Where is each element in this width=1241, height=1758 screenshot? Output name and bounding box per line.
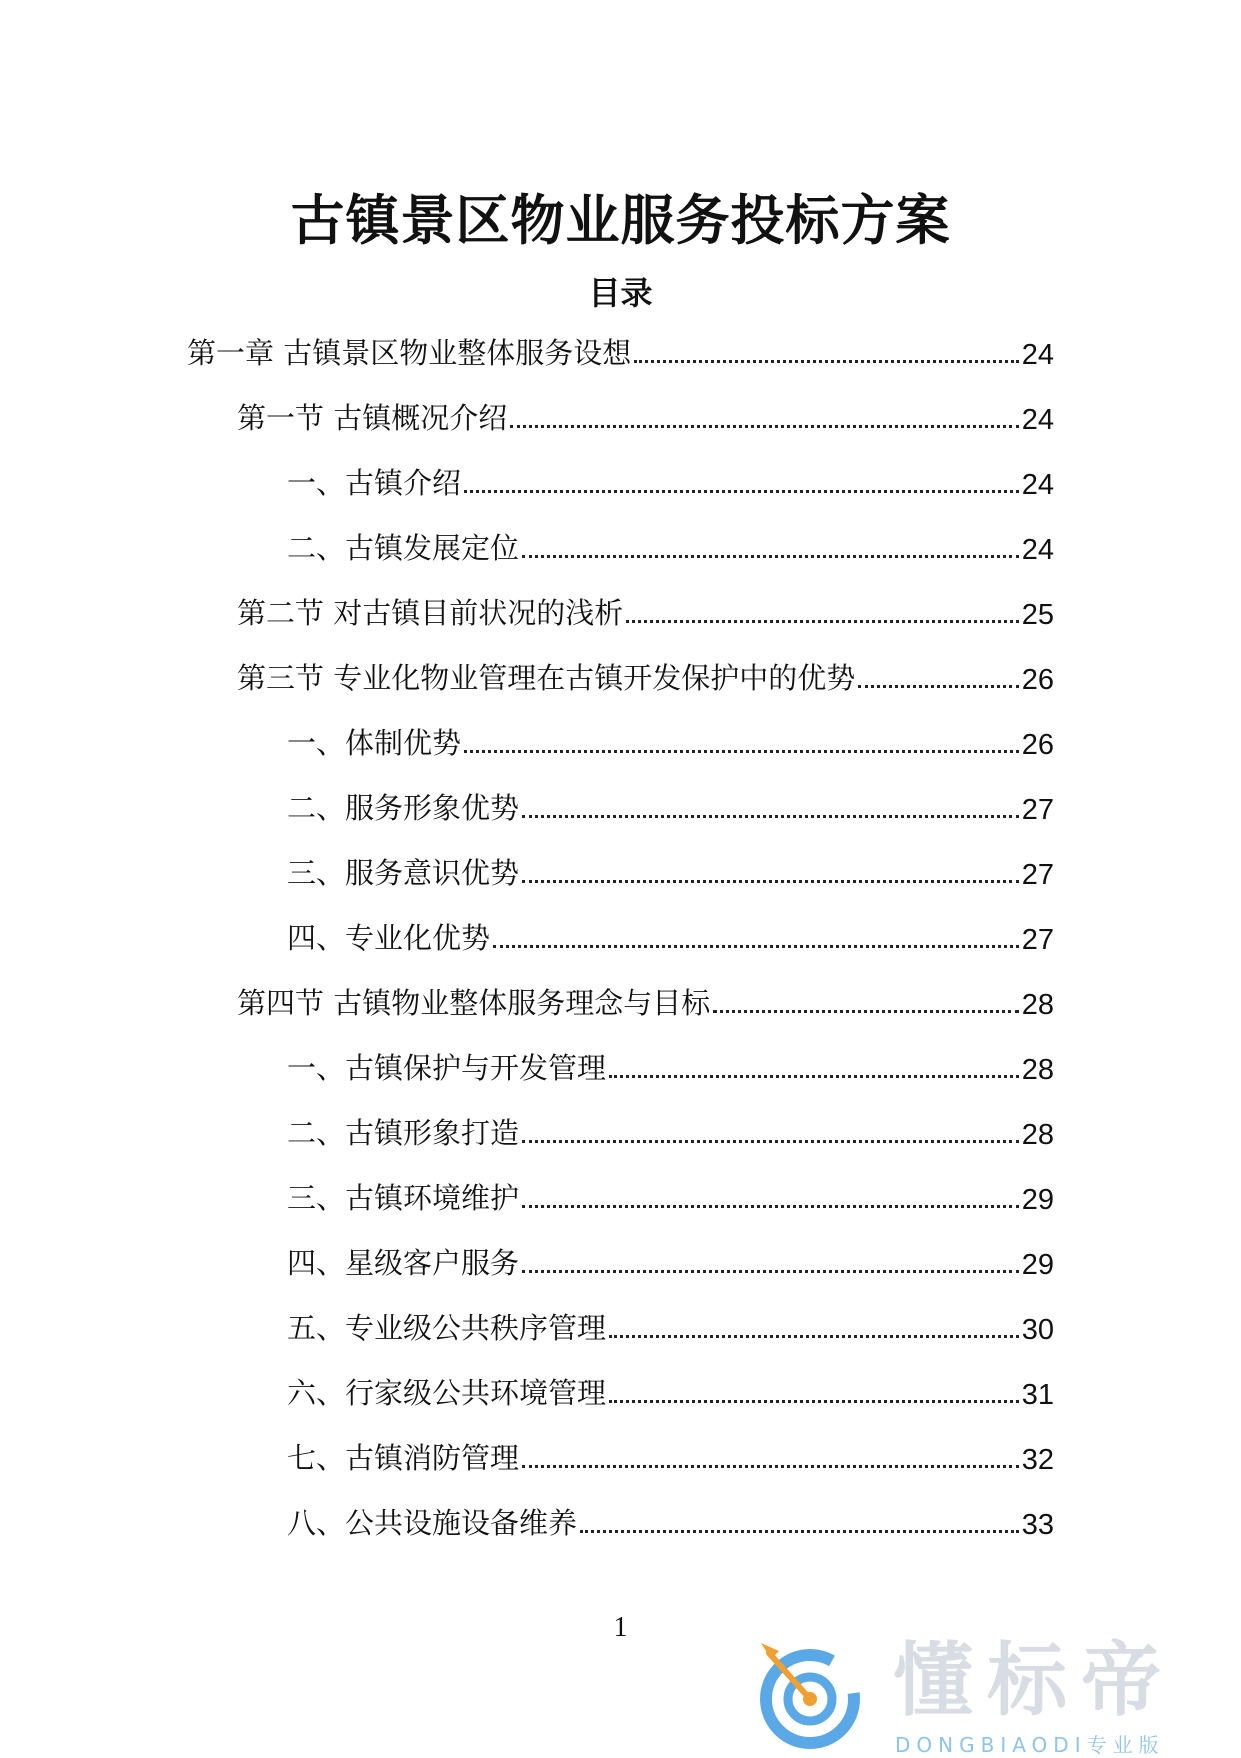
toc-dot-leader xyxy=(609,1335,1019,1338)
toc-entry[interactable] xyxy=(287,525,1054,567)
toc-entry[interactable] xyxy=(237,395,1054,437)
toc-entry-label: 三、古镇环境维护 xyxy=(287,1181,520,1215)
toc-entry-label: 七、古镇消防管理 xyxy=(287,1441,520,1475)
toc-dot-leader xyxy=(858,685,1019,688)
toc-dot-leader xyxy=(522,555,1019,558)
toc-entry-page: 29 xyxy=(1021,1184,1054,1216)
toc-entry-label: 一、古镇保护与开发管理 xyxy=(287,1051,607,1085)
toc-entry-page: 32 xyxy=(1021,1444,1054,1476)
toc-entry-page: 25 xyxy=(1021,599,1054,631)
toc-entry[interactable] xyxy=(287,1240,1054,1282)
toc-dot-leader xyxy=(522,815,1019,818)
toc-entry-label: 二、古镇发展定位 xyxy=(287,531,520,565)
toc-entry[interactable] xyxy=(287,1175,1054,1217)
toc-entry-page: 29 xyxy=(1021,1249,1054,1281)
toc-entry-label: 第三节 专业化物业管理在古镇开发保护中的优势 xyxy=(237,661,856,695)
toc-entry-label: 二、服务形象优势 xyxy=(287,791,520,825)
page-number: 1 xyxy=(613,1612,628,1643)
toc-dot-leader xyxy=(713,1010,1019,1013)
toc-entry-page: 24 xyxy=(1021,534,1054,566)
toc-entry-page: 31 xyxy=(1021,1379,1054,1411)
watermark xyxy=(745,1634,1215,1757)
toc-entry-label: 第一节 古镇概况介绍 xyxy=(237,401,508,435)
toc-entry-label: 二、古镇形象打造 xyxy=(287,1116,520,1150)
toc-dot-leader xyxy=(510,425,1019,428)
watermark-brand: 懂标帝 xyxy=(893,1634,1175,1727)
toc-dot-leader xyxy=(522,1270,1019,1273)
toc-entry[interactable] xyxy=(287,915,1054,957)
toc-entry[interactable] xyxy=(237,590,1054,632)
toc-entry[interactable] xyxy=(287,1435,1054,1477)
page-title: 古镇景区物业服务投标方案 xyxy=(290,189,951,252)
toc-dot-leader xyxy=(522,1465,1019,1468)
toc-entry[interactable] xyxy=(287,460,1054,502)
toc-dot-leader xyxy=(580,1530,1019,1533)
toc-entry[interactable] xyxy=(287,1305,1054,1347)
target-arrow-icon xyxy=(745,1637,875,1754)
toc-entry[interactable] xyxy=(287,720,1054,762)
toc-entry-label: 一、体制优势 xyxy=(287,726,462,760)
toc-dot-leader xyxy=(522,1205,1019,1208)
toc-entry-page: 24 xyxy=(1021,339,1054,371)
toc-entry-label: 第四节 古镇物业整体服务理念与目标 xyxy=(237,986,711,1020)
toc-entry[interactable] xyxy=(237,980,1054,1022)
toc-dot-leader xyxy=(493,945,1019,948)
toc-entry-page: 28 xyxy=(1021,1054,1054,1086)
toc-entry-label: 一、古镇介绍 xyxy=(287,466,462,500)
toc-entry-page: 28 xyxy=(1021,989,1054,1021)
toc-entry-label: 第一章 古镇景区物业整体服务设想 xyxy=(187,336,632,370)
toc-entry-page: 27 xyxy=(1021,859,1054,891)
watermark-subtitle: DONGBIAODI专业版 xyxy=(895,1733,1165,1757)
toc-entry-label: 第二节 对古镇目前状况的浅析 xyxy=(237,596,624,630)
toc-dot-leader xyxy=(464,750,1019,753)
toc-entry-page: 24 xyxy=(1021,469,1054,501)
toc-entry[interactable] xyxy=(187,330,1054,372)
toc-dot-leader xyxy=(522,1140,1019,1143)
toc-entry[interactable] xyxy=(287,785,1054,827)
toc-entry[interactable] xyxy=(287,1045,1054,1087)
toc-dot-leader xyxy=(609,1400,1019,1403)
toc-entry-page: 28 xyxy=(1021,1119,1054,1151)
toc-dot-leader xyxy=(626,620,1019,623)
toc-entry[interactable] xyxy=(287,850,1054,892)
toc-entry-label: 五、专业级公共秩序管理 xyxy=(287,1311,607,1345)
toc-entry-label: 三、服务意识优势 xyxy=(287,856,520,890)
toc-entry-page: 26 xyxy=(1021,664,1054,696)
toc-dot-leader xyxy=(522,880,1019,883)
toc-entry-label: 八、公共设施设备维养 xyxy=(287,1506,578,1540)
toc-entry-page: 30 xyxy=(1021,1314,1054,1346)
toc-entry-page: 24 xyxy=(1021,404,1054,436)
toc-dot-leader xyxy=(634,360,1019,363)
toc-heading: 目录 xyxy=(588,274,653,312)
toc-entry-label: 四、专业化优势 xyxy=(287,921,491,955)
toc-entry-label: 六、行家级公共环境管理 xyxy=(287,1376,607,1410)
toc-entry[interactable] xyxy=(287,1370,1054,1412)
toc-entry[interactable] xyxy=(287,1110,1054,1152)
toc-entry[interactable] xyxy=(287,1500,1054,1542)
toc-entry-page: 27 xyxy=(1021,794,1054,826)
toc-entry-label: 四、星级客户服务 xyxy=(287,1246,520,1280)
toc-entry-page: 27 xyxy=(1021,924,1054,956)
toc-entry-page: 26 xyxy=(1021,729,1054,761)
toc-entry[interactable] xyxy=(237,655,1054,697)
toc-dot-leader xyxy=(609,1075,1019,1078)
toc-dot-leader xyxy=(464,490,1019,493)
toc-entry-page: 33 xyxy=(1021,1509,1054,1541)
